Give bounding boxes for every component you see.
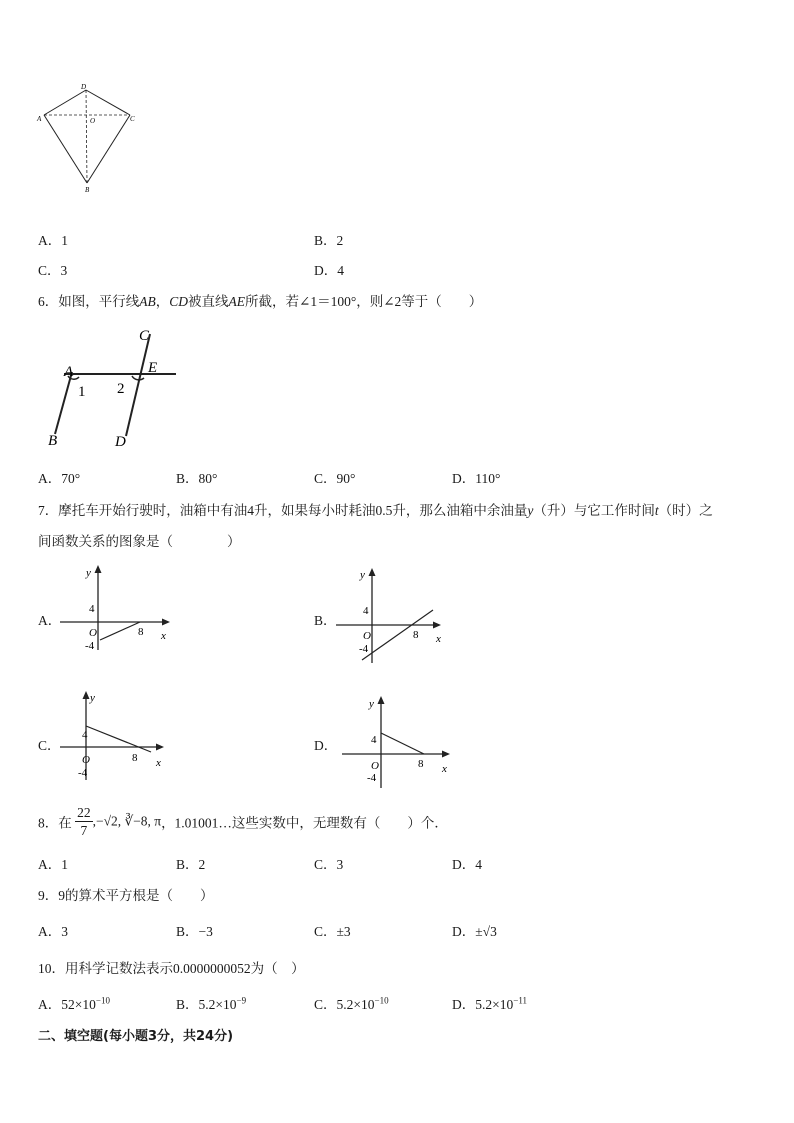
label-b: B [48,433,58,449]
label-c: C [139,328,150,344]
q5-option-a[interactable]: A．1 [38,233,68,248]
graph-a [58,562,188,652]
graph-d [338,692,458,788]
svg-text:8: 8 [132,752,138,764]
q8-option-a[interactable]: A．1 [38,857,68,872]
q9-stem: 9．9的算术平方根是（ ） [38,888,214,903]
svg-text:x: x [442,763,447,775]
graph-b [334,563,454,663]
svg-text:4: 4 [371,734,377,746]
graph-c-line [86,726,151,752]
angle-2-arc [132,376,144,380]
svg-text:8: 8 [418,758,424,770]
q6-option-d[interactable]: D．110° [452,471,501,486]
svg-text:8: 8 [138,626,144,638]
q8-option-d[interactable]: D．4 [452,857,482,872]
q5-option-b[interactable]: B．2 [314,233,344,248]
q6-stem: 6．如图，平行线AB，CD被直线AE所截，若∠1＝100°，则∠2等于（ ） [38,294,483,309]
svg-text:y: y [90,692,95,704]
svg-text:y: y [86,567,91,579]
svg-text:O: O [82,754,90,766]
kite-figure [34,80,144,196]
label-c: C [130,115,135,123]
svg-text:4: 4 [89,603,95,615]
q9-option-c[interactable]: C．±3 [314,924,351,939]
svg-text:x: x [156,757,161,769]
svg-text:-4: -4 [359,643,369,655]
svg-text:x: x [161,630,166,642]
svg-text:8: 8 [413,629,419,641]
svg-text:y: y [360,569,365,581]
q10-option-b[interactable]: B．$5.2\times 10^{-9}$ [176,995,247,1012]
svg-text:x: x [436,633,441,645]
line-ab [55,372,72,434]
fraction-22-7: $\frac{22}{7}$ [77,805,91,838]
segment-dc [86,90,130,115]
svg-text:O: O [89,627,97,639]
label-a: A [37,115,42,123]
q10-option-c[interactable]: C．$5.2\times 10^{-10}$ [314,995,389,1012]
q7-option-c[interactable]: C． [38,738,61,753]
segment-cb [87,115,130,183]
label-d: D [81,83,87,91]
graph-a-line [100,622,140,640]
label-a: A [64,364,74,380]
svg-text:-4: -4 [85,640,95,652]
svg-text:O: O [371,760,379,772]
q9-option-b[interactable]: B．−3 [176,924,213,939]
q8-stem: 8．在 $\frac{22}{7}$ ,−√2, ∛−8, π，1.01001…这些实数中，无理数有（ ）个． [38,805,448,838]
q6-option-a[interactable]: A．70° [38,471,81,486]
q7-option-a[interactable]: A． [38,613,62,628]
segment-ab [44,115,87,183]
label-angle-1: 1 [78,384,86,400]
q7-option-d[interactable]: D． [314,738,338,753]
q7-option-b[interactable]: B． [314,613,337,628]
svg-text:O: O [363,630,371,642]
label-o: O [90,117,96,125]
q8-option-b[interactable]: B．2 [176,857,206,872]
svg-text:4: 4 [82,729,88,741]
svg-text:4: 4 [363,605,369,617]
svg-text:-4: -4 [367,772,377,784]
label-d: D [115,434,126,450]
q10-option-d[interactable]: D．$5.2\times 10^{-11}$ [452,995,527,1012]
graph-d-line [381,733,424,754]
line-cd [126,334,150,436]
q9-option-d[interactable]: D．±√3 [452,924,497,939]
q5-option-d[interactable]: D．4 [314,263,344,278]
q10-option-a[interactable]: A．$52\times 10^{-10}$ [38,995,110,1012]
parallel-lines-figure [34,322,184,454]
label-b: B [85,186,90,194]
q6-option-c[interactable]: C．90° [314,471,356,486]
svg-text:-4: -4 [78,767,88,779]
q9-option-a[interactable]: A．3 [38,924,68,939]
label-e: E [148,360,158,376]
q6-option-b[interactable]: B．80° [176,471,218,486]
q10-stem: 10．用科学记数法表示0.0000000052为（ ） [38,961,305,976]
svg-text:y: y [369,698,374,710]
diagonal-db [86,90,87,183]
q8-option-c[interactable]: C．3 [314,857,344,872]
q7-stem-line2: 间函数关系的图象是（ ） [38,534,241,549]
label-angle-2: 2 [117,381,125,397]
graph-c [58,685,178,780]
segment-da [44,90,86,115]
q5-option-c[interactable]: C．3 [38,263,68,278]
q7-stem-line1: 7．摩托车开始行驶时，油箱中有油4升，如果每小时耗油0.5升，那么油箱中余油量y（升）与它工作时间t（时）之 [38,503,713,518]
section-heading: 二、填空题(每小题3分，共24分) [38,1029,234,1044]
